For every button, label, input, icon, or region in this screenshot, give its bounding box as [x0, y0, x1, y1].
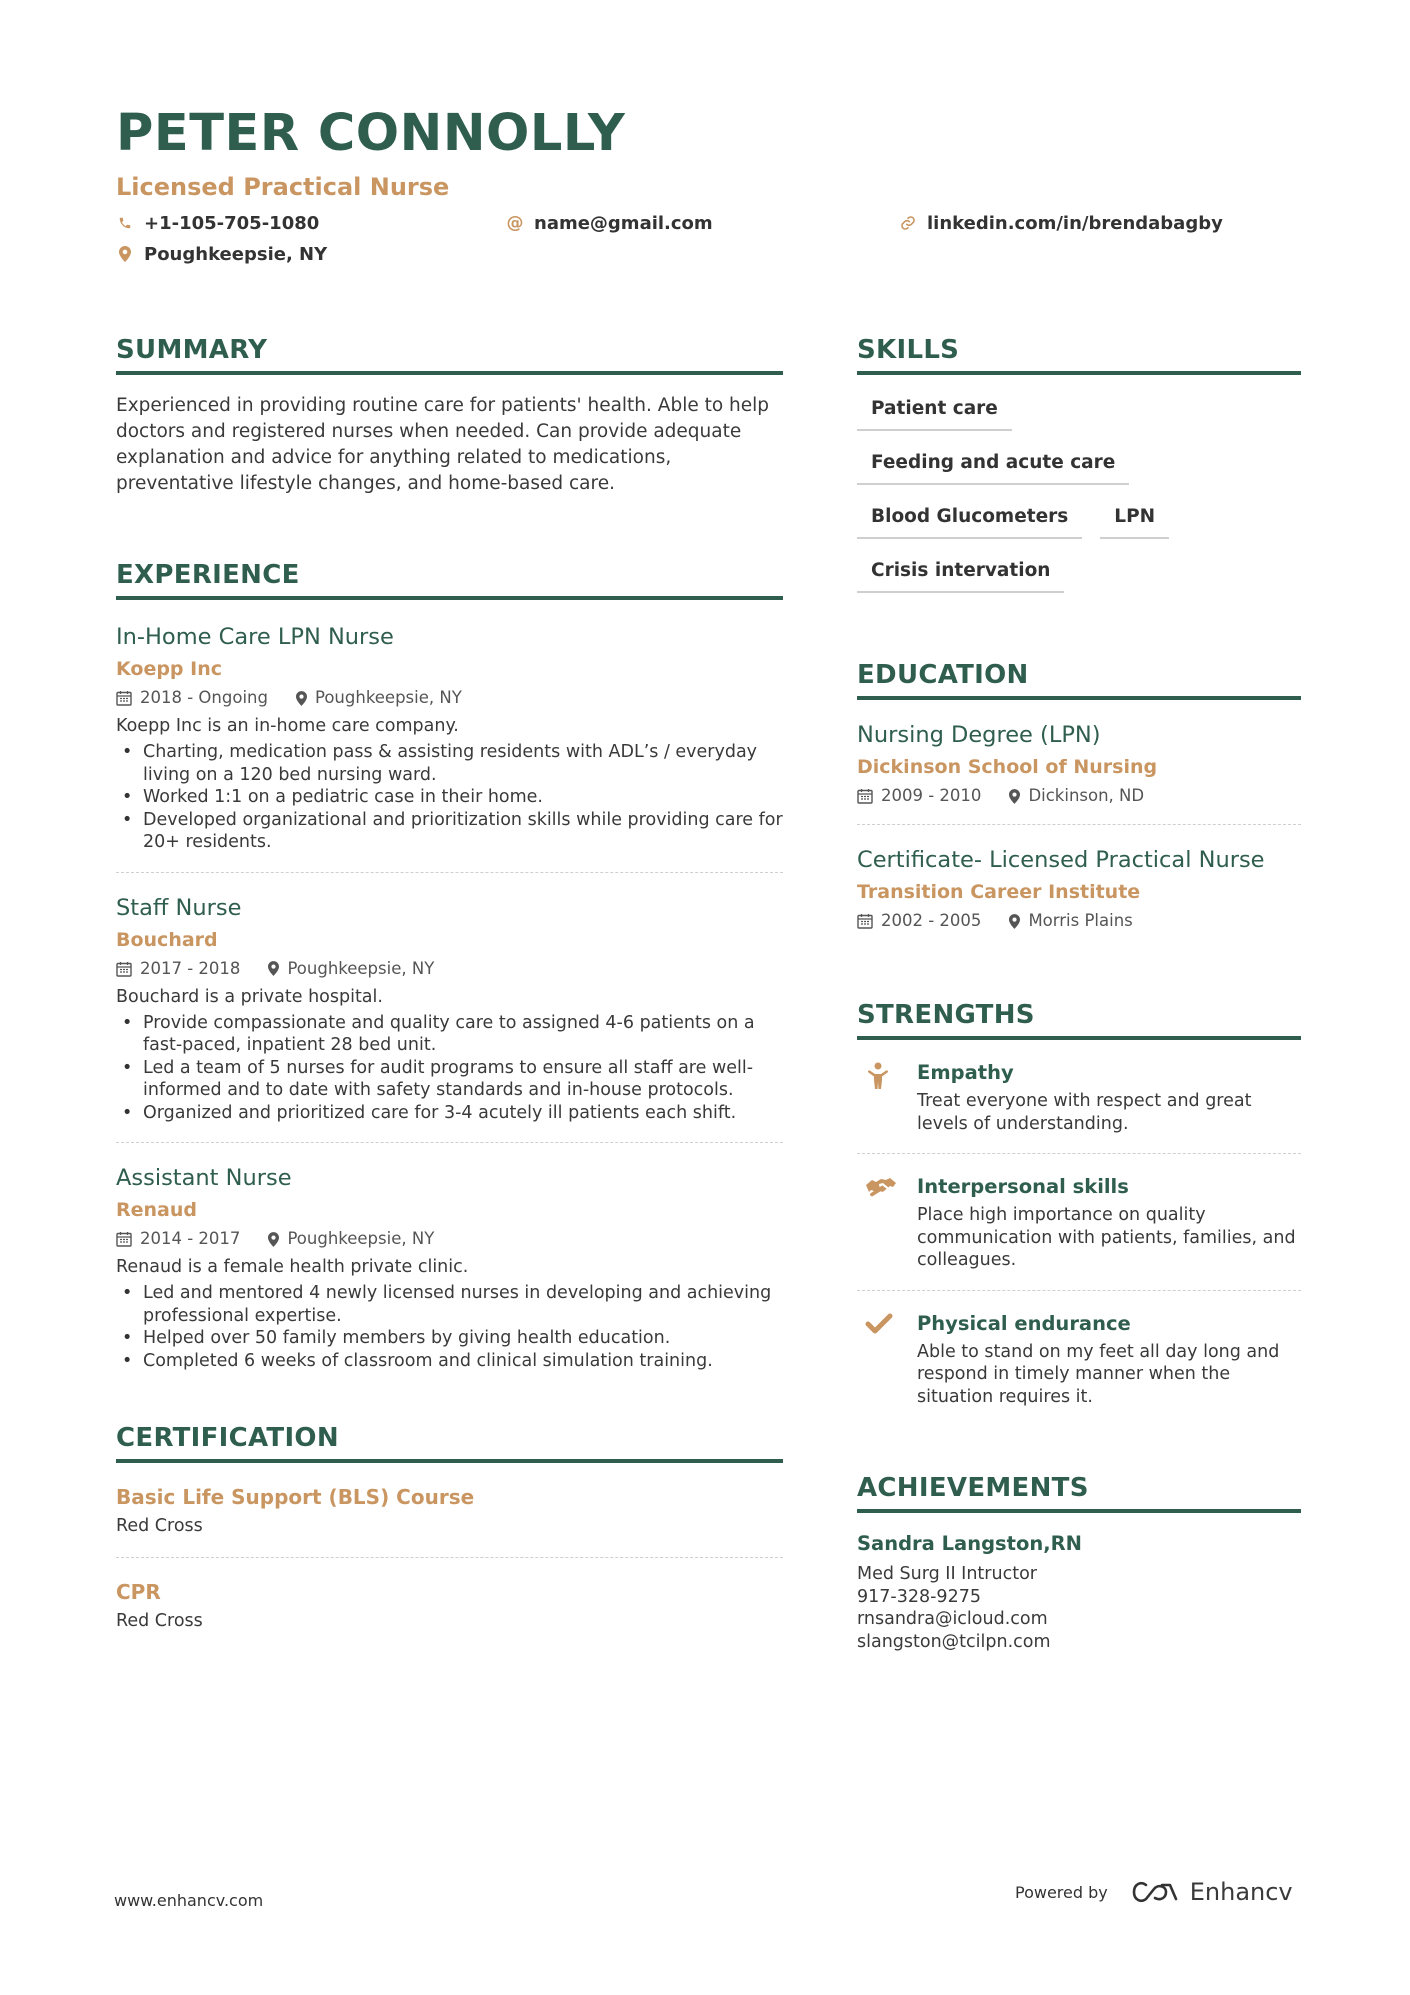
powered-by-text: Powered by	[1015, 1882, 1108, 1902]
strength-title: Physical endurance	[917, 1311, 1131, 1335]
education-location: Dickinson, ND	[1028, 786, 1145, 805]
certification-section	[116, 1420, 783, 1652]
experience-entry	[116, 600, 783, 873]
calendar-icon	[116, 690, 132, 706]
link-icon	[899, 214, 917, 232]
company-description: Koepp Inc is an in-home care company.	[116, 716, 459, 736]
achievements-heading: ACHIEVEMENTS	[857, 1470, 1301, 1513]
certification-issuer: Red Cross	[116, 1611, 203, 1631]
job-title: Staff Nurse	[116, 894, 242, 921]
list-item: • Organized and prioritized care for 3-4 acutely ill patients each shift.	[116, 1102, 783, 1125]
degree-title: Certificate- Licensed Practical Nurse	[857, 847, 1265, 873]
footer-site-link[interactable]: www.enhancv.com	[114, 1891, 264, 1910]
location-pin-icon	[296, 691, 307, 706]
education-entry	[857, 700, 1301, 825]
location-pin-icon	[116, 245, 134, 263]
education-dates: 2002 - 2005	[881, 911, 982, 930]
achievements-section	[857, 1470, 1301, 1653]
person-icon	[857, 1060, 917, 1135]
enhancv-logo[interactable]	[1132, 1878, 1293, 1906]
job-title: In-Home Care LPN Nurse	[116, 624, 394, 650]
calendar-icon	[857, 788, 873, 804]
company-name: Bouchard	[116, 928, 218, 951]
footer-branding	[1015, 1878, 1293, 1906]
experience-section	[116, 557, 783, 1390]
resume-header	[116, 104, 1306, 272]
location-pin-icon	[1009, 914, 1020, 929]
job-meta	[116, 686, 783, 710]
skill-tag: LPN	[1100, 499, 1169, 539]
strength-entry	[857, 1291, 1301, 1427]
job-meta	[116, 1227, 783, 1251]
contact-location	[116, 239, 327, 269]
phone-text: +1-105-705-1080	[144, 212, 320, 234]
list-item: • Helped over 50 family members by giving health education.	[116, 1327, 783, 1350]
location-text: Poughkeepsie, NY	[144, 243, 328, 265]
contact-phone	[116, 208, 319, 238]
contact-email[interactable]	[506, 208, 713, 238]
achievement-list	[116, 1012, 783, 1125]
job-meta	[116, 957, 783, 981]
certification-entry	[116, 1558, 783, 1652]
job-location: Poughkeepsie, NY	[314, 688, 462, 707]
company-description: Bouchard is a private hospital.	[116, 986, 383, 1007]
handshake-icon	[857, 1174, 917, 1272]
calendar-icon	[116, 961, 132, 977]
candidate-name: PETER CONNOLLY	[116, 104, 626, 163]
company-description: Renaud is a female health private clinic.	[116, 1257, 469, 1277]
company-name: Renaud	[116, 1199, 197, 1221]
skill-tag: Feeding and acute care	[857, 445, 1129, 485]
strength-title: Interpersonal skills	[917, 1175, 1129, 1198]
experience-entry	[116, 1143, 783, 1390]
reference-name: Sandra Langston,RN	[857, 1532, 1082, 1555]
summary-heading: SUMMARY	[116, 332, 783, 375]
enhancv-logo-text: Enhancv	[1189, 1878, 1293, 1906]
checkmark-icon	[857, 1311, 917, 1409]
strengths-heading: STRENGTHS	[857, 997, 1301, 1040]
education-location: Morris Plains	[1028, 911, 1133, 930]
linkedin-text: linkedin.com/in/brendabagby	[927, 212, 1223, 234]
list-item: • Led and mentored 4 newly licensed nurses in developing and achieving professional expertise.	[116, 1282, 783, 1327]
job-dates: 2014 - 2017	[140, 1229, 241, 1248]
school-name: Transition Career Institute	[857, 881, 1141, 903]
certification-title: Basic Life Support (BLS) Course	[116, 1485, 475, 1509]
calendar-icon	[116, 1231, 132, 1247]
strength-description: Treat everyone with respect and great levels of understanding.	[917, 1091, 1252, 1134]
job-location: Poughkeepsie, NY	[287, 958, 435, 978]
strength-description: Able to stand on my feet all day long and respond in timely manner when the situation requires it.	[917, 1341, 1280, 1407]
job-dates: 2017 - 2018	[140, 958, 241, 978]
skills-heading: SKILLS	[857, 332, 1301, 375]
achievement-list	[116, 1282, 783, 1372]
at-icon: @	[506, 213, 524, 233]
contact-linkedin[interactable]	[899, 208, 1223, 238]
degree-title: Nursing Degree (LPN)	[857, 722, 1101, 748]
skills-list	[857, 391, 1301, 607]
email-text: name@gmail.com	[534, 212, 713, 234]
strength-description: Place high importance on quality communication with patients, families, and colleagues.	[917, 1205, 1296, 1270]
skill-tag: Patient care	[857, 391, 1012, 431]
contact-info	[116, 208, 1306, 272]
certification-entry	[116, 1463, 783, 1558]
list-item: • Provide compassionate and quality care to assigned 4-6 patients on a fast-paced, inpatient 28 bed unit.	[116, 1012, 783, 1057]
reference-role: Med Surg II Intructor	[857, 1564, 1037, 1584]
skills-section	[857, 332, 1301, 607]
experience-entry	[116, 873, 783, 1144]
achievement-list	[116, 741, 783, 854]
right-column	[857, 332, 1301, 1653]
list-item: • Worked 1:1 on a pediatric case in their home.	[116, 786, 783, 809]
school-name: Dickinson School of Nursing	[857, 756, 1158, 778]
strengths-section	[857, 997, 1301, 1426]
list-item: • Developed organizational and prioritization skills while providing care for 20+ residents.	[116, 809, 783, 854]
education-meta	[857, 909, 1301, 933]
job-title: Assistant Nurse	[116, 1165, 292, 1191]
candidate-role: Licensed Practical Nurse	[116, 173, 450, 201]
education-meta	[857, 784, 1301, 808]
summary-text: Experienced in providing routine care for patients' health. Able to help doctors and registered nurses when needed. Can provide adequate explanation and advice for anything related to medications, preventative lifestyle changes, and home-based care.	[116, 395, 770, 494]
reference-details	[857, 1563, 1301, 1653]
strength-entry	[857, 1154, 1301, 1291]
company-name: Koepp Inc	[116, 658, 223, 680]
enhancv-logo-icon	[1132, 1880, 1178, 1904]
list-item: • Completed 6 weeks of classroom and clinical simulation training.	[116, 1350, 783, 1373]
reference-phone: 917-328-9275	[857, 1586, 981, 1607]
calendar-icon	[857, 913, 873, 929]
job-dates: 2018 - Ongoing	[140, 688, 268, 707]
job-location: Poughkeepsie, NY	[287, 1229, 435, 1248]
left-column	[116, 332, 783, 1652]
list-item: • Charting, medication pass & assisting residents with ADL’s / everyday living on a 120 bed nursing ward.	[116, 741, 783, 786]
skill-tag: Crisis intervation	[857, 553, 1064, 593]
skill-tag: Blood Glucometers	[857, 499, 1082, 539]
phone-icon	[116, 214, 134, 232]
certification-heading: CERTIFICATION	[116, 1420, 783, 1463]
education-section	[857, 657, 1301, 949]
location-pin-icon	[1009, 789, 1020, 804]
certification-title: CPR	[116, 1580, 161, 1604]
reference-email-alt: slangston@tcilpn.com	[857, 1631, 1051, 1652]
location-pin-icon	[268, 961, 279, 976]
education-heading: EDUCATION	[857, 657, 1301, 700]
list-item: • Led a team of 5 nurses for audit programs to ensure all staff are well-informed and to date with safety standards and in-house protocols.	[116, 1057, 783, 1102]
education-dates: 2009 - 2010	[881, 786, 982, 805]
strength-title: Empathy	[917, 1061, 1014, 1084]
summary-section	[116, 332, 783, 497]
reference-email: rnsandra@icloud.com	[857, 1609, 1048, 1629]
experience-heading: EXPERIENCE	[116, 557, 783, 600]
strength-entry	[857, 1040, 1301, 1154]
location-pin-icon	[268, 1232, 279, 1247]
certification-issuer: Red Cross	[116, 1516, 203, 1536]
education-entry	[857, 825, 1301, 949]
